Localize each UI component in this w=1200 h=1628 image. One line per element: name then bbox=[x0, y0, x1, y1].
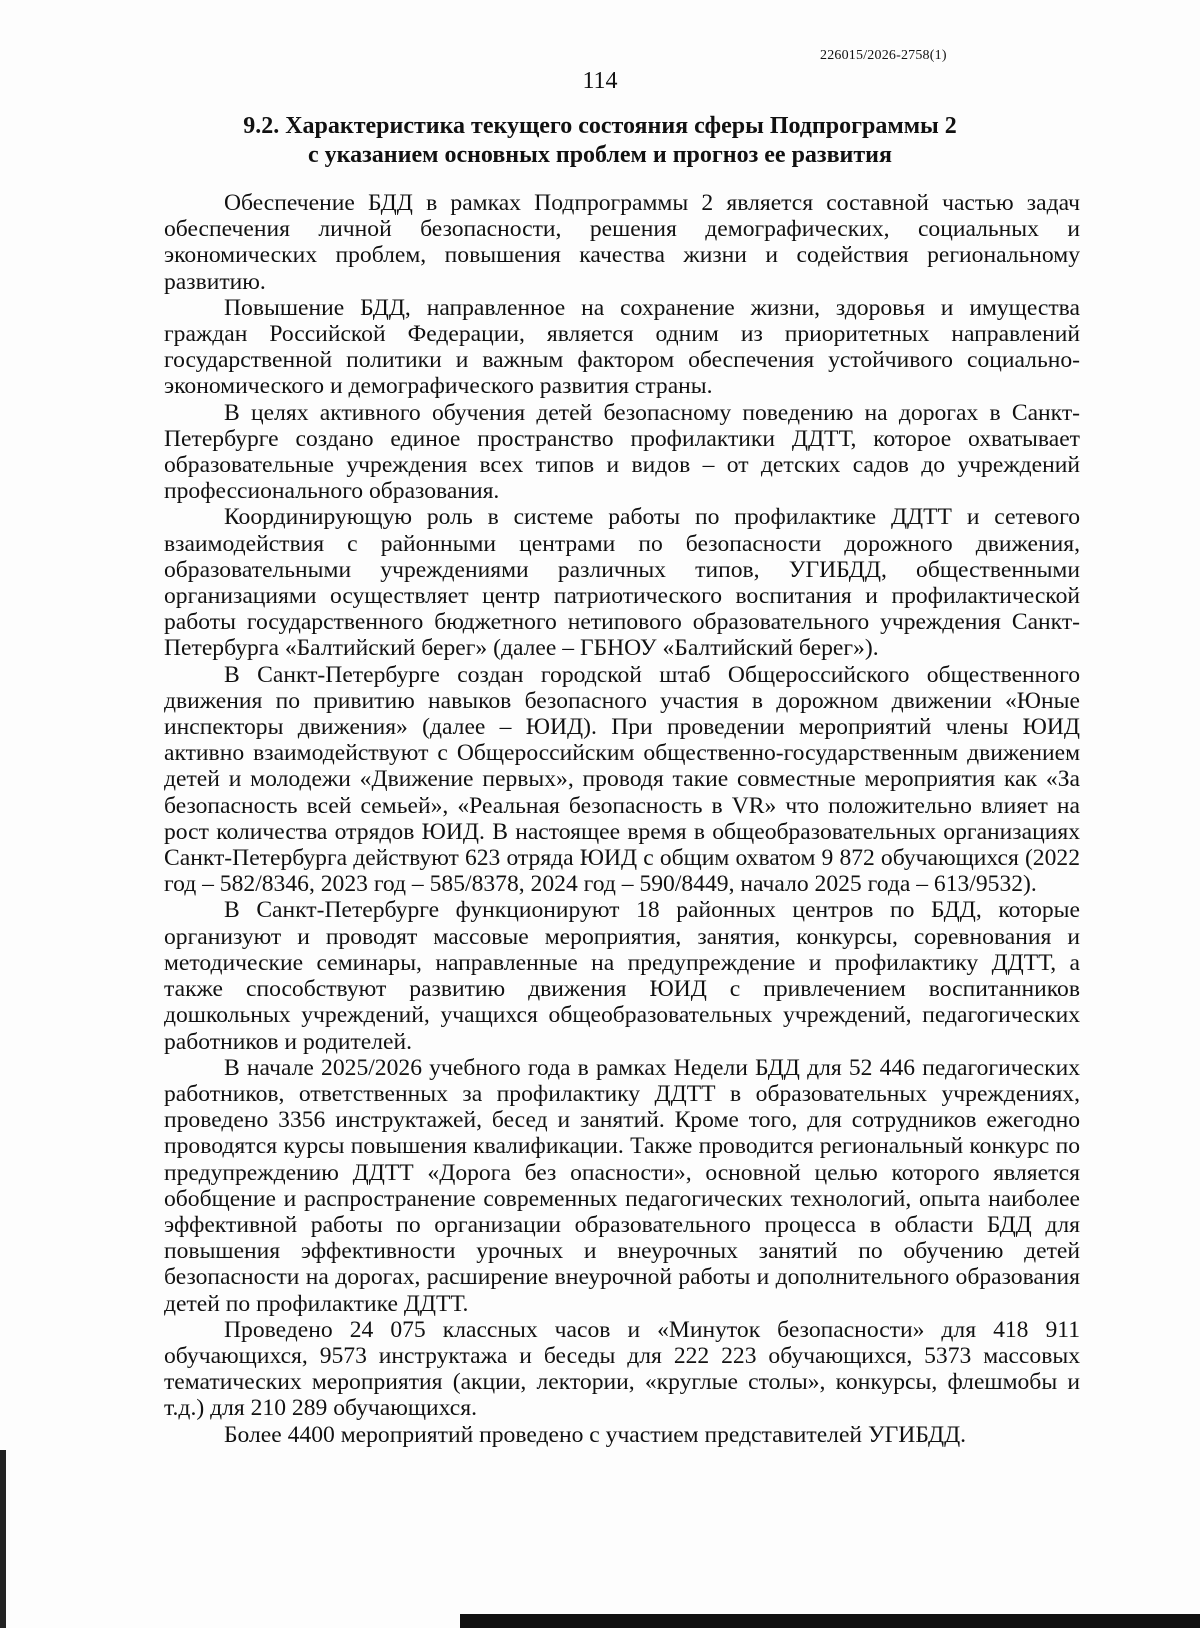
page-number: 114 bbox=[582, 68, 618, 94]
section-heading-line-1: 9.2. Характеристика текущего состояния сферы Подпрограммы 2 bbox=[243, 113, 957, 139]
section-heading-line-2: с указанием основных проблем и прогноз ее развития bbox=[308, 142, 892, 168]
scan-left-edge-shadow bbox=[0, 1450, 6, 1628]
paragraph: Обеспечение БДД в рамках Подпрограммы 2 является составной частью задач обеспечения личной безопасности, решения демографических, социальных и экономических проблем, повышения качества жизни и содействия региональному развитию. bbox=[164, 190, 1080, 295]
paragraph: Проведено 24 075 классных часов и «Минуток безопасности» для 418 911 обучающихся, 9573 инструктажа и беседы для 222 223 обучающихся, 5373 массовых тематических мероприятия (акции, лектории, «круглые столы», конкурсы, флешмобы и т.д.) для 210 289 обучающихся. bbox=[164, 1316, 1080, 1422]
document-registration-number: 226015/2026-2758(1) bbox=[820, 48, 947, 63]
paragraph: Координирующую роль в системе работы по профилактике ДДТТ и сетевого взаимодействия с районными центрами по безопасности дорожного движения, образовательными учреждениями различных типов, УГИБДД, общественными организациями осуществляет центр патриотического воспитания и профилактической работы государственного бюджетного нетипового образовательного учреждения Санкт-Петербурга «Балтийский берег» (далее – ГБНОУ «Балтийский берег»). bbox=[164, 504, 1080, 662]
body-text bbox=[164, 190, 1080, 1448]
paragraph: В целях активного обучения детей безопасному поведению на дорогах в Санкт-Петербурге создано единое пространство профилактики ДДТТ, которое охватывает образовательные учреждения всех типов и видов – от детских садов до учреждений профессионального образования. bbox=[164, 399, 1080, 505]
paragraph: Более 4400 мероприятий проведено с участием представителей УГИБДД. bbox=[224, 1421, 967, 1448]
paragraph: Повышение БДД, направленное на сохранение жизни, здоровья и имущества граждан Российской Федерации, является одним из приоритетных направлений государственной политики и важным фактором обеспечения устойчивого социально-экономического и демографического развития страны. bbox=[164, 294, 1080, 400]
paragraph: В Санкт-Петербурге функционируют 18 районных центров по БДД, которые организуют и проводят массовые мероприятия, занятия, конкурсы, соревнования и методические семинары, направленные на предупреждение и профилактику ДДТТ, а также способствуют развитию движения ЮИД с привлечением воспитанников дошкольных учреждений, учащихся общеобразовательных учреждений, педагогических работников и родителей. bbox=[164, 897, 1080, 1055]
paragraph: В начале 2025/2026 учебного года в рамках Недели БДД для 52 446 педагогических работников, ответственных за профилактику ДДТТ в образовательных учреждениях, проведено 3356 инструктажей, бесед и занятий. Кроме того, для сотрудников ежегодно проводятся курсы повышения квалификации. Также проводится региональный конкурс по предупреждению ДДТТ «Дорога без опасности», основной целью которого является обобщение и распространение современных педагогических технологий, опыта наиболее эффективной работы по организации образовательного процесса в области БДД для повышения эффективности урочных и внеурочных занятий по обучению детей безопасности на дорогах, расширение внеурочной работы и дополнительного образования детей по профилактике ДДТТ. bbox=[164, 1054, 1080, 1317]
paragraph: В Санкт-Петербурге создан городской штаб Общероссийского общественного движения по привитию навыков безопасного участия в дорожном движении «Юные инспекторы движения» (далее – ЮИД). При проведении мероприятий члены ЮИД активно взаимодействуют с Общероссийским общественно-государственным движением детей и молодежи «Движение первых», проводя такие совместные мероприятия как «За безопасность всей семьей», «Реальная безопасность в VR» что положительно влияет на рост количества отрядов ЮИД. В настоящее время в общеобразовательных организациях Санкт-Петербурга действуют 623 отряда ЮИД с общим охватом 9 872 обучающихся (2022 год – 582/8346, 2023 год – 585/8378, 2024 год – 590/8449, начало 2025 года – 613/9532). bbox=[164, 661, 1080, 898]
section-heading bbox=[160, 112, 1040, 170]
scan-bottom-edge-shadow bbox=[460, 1614, 1200, 1628]
